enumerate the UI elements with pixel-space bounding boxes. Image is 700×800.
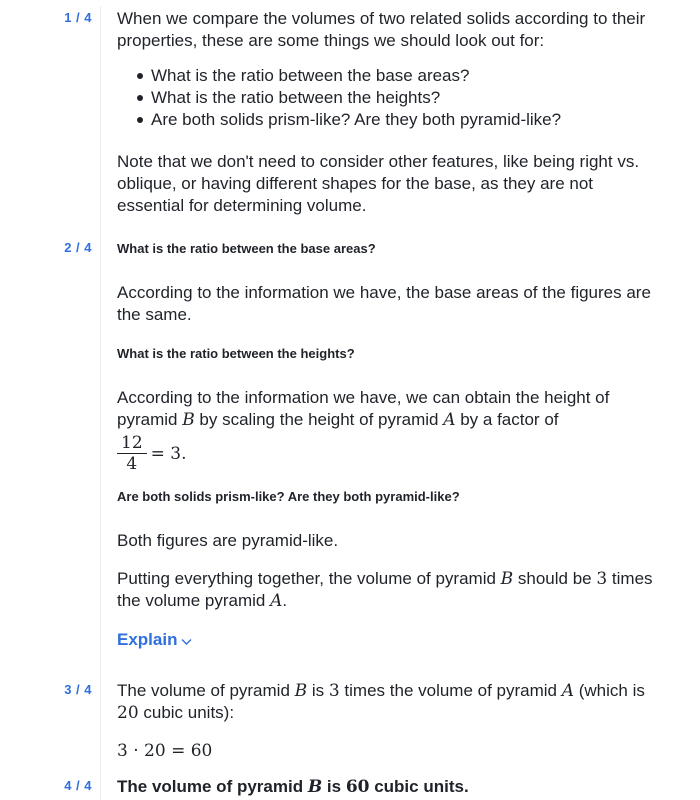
- list-item: What is the ratio between the heights?: [137, 87, 660, 109]
- explain-toggle[interactable]: [117, 628, 192, 652]
- text-span: According to the information we have, we can obtain the height of pyramid: [117, 388, 610, 429]
- step-2: [0, 238, 700, 676]
- fraction-numerator: 12: [117, 433, 147, 454]
- fraction-denominator: 4: [126, 454, 138, 474]
- math-number: 20: [117, 703, 139, 723]
- text-span: cubic units.: [369, 777, 469, 796]
- text-span: (which is: [574, 681, 645, 700]
- equation: 3 · 20 = 60: [117, 741, 213, 761]
- math-var-a: A: [561, 681, 575, 701]
- list-item: What is the ratio between the base areas?: [137, 65, 660, 87]
- checklist: [137, 65, 660, 131]
- text-span: times the volume pyramid: [117, 569, 653, 610]
- math-var-b: B: [307, 777, 323, 797]
- text-span: cubic units):: [138, 703, 235, 722]
- volume-statement: [117, 676, 660, 724]
- intro-text: When we compare the volumes of two related solids according to their properties, these are some things we should look out for:: [117, 9, 646, 50]
- step-number: 1 / 4: [64, 10, 92, 25]
- math-number: 3: [328, 681, 340, 701]
- step-body: [100, 238, 660, 676]
- math-var-a: A: [270, 591, 283, 611]
- question-prism-pyramid: Are both solids prism-like? Are they both pyramid-like?: [117, 489, 460, 504]
- explain-label: Explain: [117, 630, 178, 649]
- step-number: 2 / 4: [64, 240, 92, 255]
- text-span: .: [282, 591, 288, 610]
- list-item: Are both solids prism-like? Are they both pyramid-like?: [137, 109, 660, 131]
- step-3: [0, 676, 700, 774]
- answer-prism-pyramid: Both figures are pyramid-like.: [117, 531, 339, 550]
- step-body: [100, 774, 660, 800]
- chevron-down-icon: [181, 630, 192, 652]
- note-text: Note that we don't need to consider other features, like being right vs. oblique, or having different shapes for the base, as they are not essential for determining volume.: [117, 152, 640, 215]
- math-number: 60: [345, 777, 370, 797]
- text-span: is: [322, 777, 346, 796]
- math-number: 3: [596, 569, 608, 589]
- step-body: [100, 676, 660, 774]
- question-base-areas: What is the ratio between the base areas?: [117, 241, 376, 256]
- answer-base-areas: According to the information we have, the base areas of the figures are the same.: [117, 283, 651, 324]
- step-4: [0, 774, 700, 800]
- text-span: The volume of pyramid: [117, 777, 308, 796]
- step-number: 4 / 4: [64, 778, 92, 793]
- question-heights: What is the ratio between the heights?: [117, 346, 355, 361]
- text-span: by a factor of: [455, 410, 559, 429]
- answer-heights: [117, 387, 660, 431]
- fraction-expression: [117, 433, 660, 474]
- text-span: times the volume of pyramid: [339, 681, 562, 700]
- text-span: Putting everything together, the volume of pyramid: [117, 569, 501, 588]
- text-span: by scaling the height of pyramid: [194, 410, 444, 429]
- math-var-b: B: [294, 681, 308, 701]
- fraction-result: = 3.: [150, 443, 187, 464]
- text-span: is: [307, 681, 329, 700]
- step-1: [0, 0, 700, 238]
- final-answer: [117, 774, 660, 798]
- summary-text: [117, 568, 660, 612]
- step-body: [100, 6, 660, 238]
- text-span: should be: [513, 569, 597, 588]
- math-var-b: B: [182, 410, 195, 430]
- text-span: The volume of pyramid: [117, 681, 295, 700]
- step-number: 3 / 4: [64, 682, 92, 697]
- math-var-a: A: [443, 410, 456, 430]
- math-var-b: B: [500, 569, 514, 589]
- fraction: [117, 433, 147, 474]
